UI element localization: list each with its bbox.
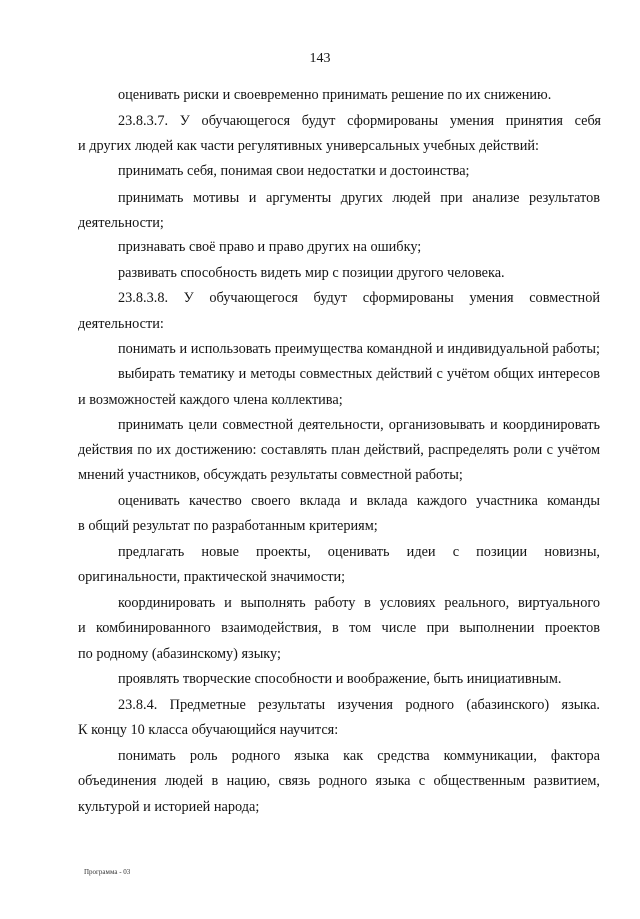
text-line: по родному (абазинскому) языку; — [78, 646, 281, 662]
text-line: оригинальности, практической значимости; — [78, 569, 346, 585]
text-line: понимать роль родного языка как средства коммуникации, фактора — [118, 748, 600, 764]
text-line: 23.8.4. Предметные результаты изучения родного (абазинского) языка. — [118, 697, 600, 713]
text-line: принимать мотивы и аргументы других людей при анализе результатов — [118, 190, 600, 206]
text-line: оценивать качество своего вклада и вклада каждого участника команды — [118, 493, 600, 509]
page-number: 143 — [309, 51, 331, 66]
text-line: в общий результат по разработанным критериям; — [78, 518, 378, 534]
text-line: деятельности; — [78, 215, 164, 231]
text-line: и возможностей каждого члена коллектива; — [78, 392, 343, 408]
text-line: 23.8.3.7. У обучающегося будут сформированы умения принятия себя — [118, 113, 601, 129]
text-line: мнений участников, обсуждать результаты совместной работы; — [78, 467, 463, 483]
text-line: выбирать тематику и методы совместных действий с учётом общих интересов — [118, 366, 600, 382]
text-line: развивать способность видеть мир с позиции другого человека. — [118, 265, 505, 281]
text-line: 23.8.3.8. У обучающегося будут сформированы умения совместной — [118, 290, 600, 306]
text-line: и комбинированного взаимодействия, в том числе при выполнении проектов — [78, 620, 600, 636]
text-line: предлагать новые проекты, оценивать идеи с позиции новизны, — [118, 544, 600, 560]
text-line: принимать цели совместной деятельности, организовывать и координировать — [118, 417, 600, 433]
text-line: проявлять творческие способности и воображение, быть инициативным. — [118, 671, 562, 687]
text-line: понимать и использовать преимущества командной и индивидуальной работы; — [118, 341, 600, 357]
text-line: культурой и историей народа; — [78, 799, 260, 815]
text-line: координировать и выполнять работу в условиях реального, виртуального — [118, 595, 600, 611]
text-line: оценивать риски и своевременно принимать решение по их снижению. — [118, 87, 552, 103]
text-line: объединения людей в нацию, связь родного языка с общественным развитием, — [78, 773, 600, 789]
text-line: признавать своё право и право других на ошибку; — [118, 239, 422, 255]
text-line: деятельности: — [78, 316, 164, 332]
footer-label: Программа - 03 — [84, 868, 131, 876]
text-line: К концу 10 класса обучающийся научится: — [78, 722, 339, 738]
text-line: и других людей как части регулятивных универсальных учебных действий: — [78, 138, 540, 154]
text-line: принимать себя, понимая свои недостатки и достоинства; — [118, 163, 470, 179]
text-line: действия по их достижению: составлять план действий, распределять роли с учётом — [78, 442, 600, 458]
